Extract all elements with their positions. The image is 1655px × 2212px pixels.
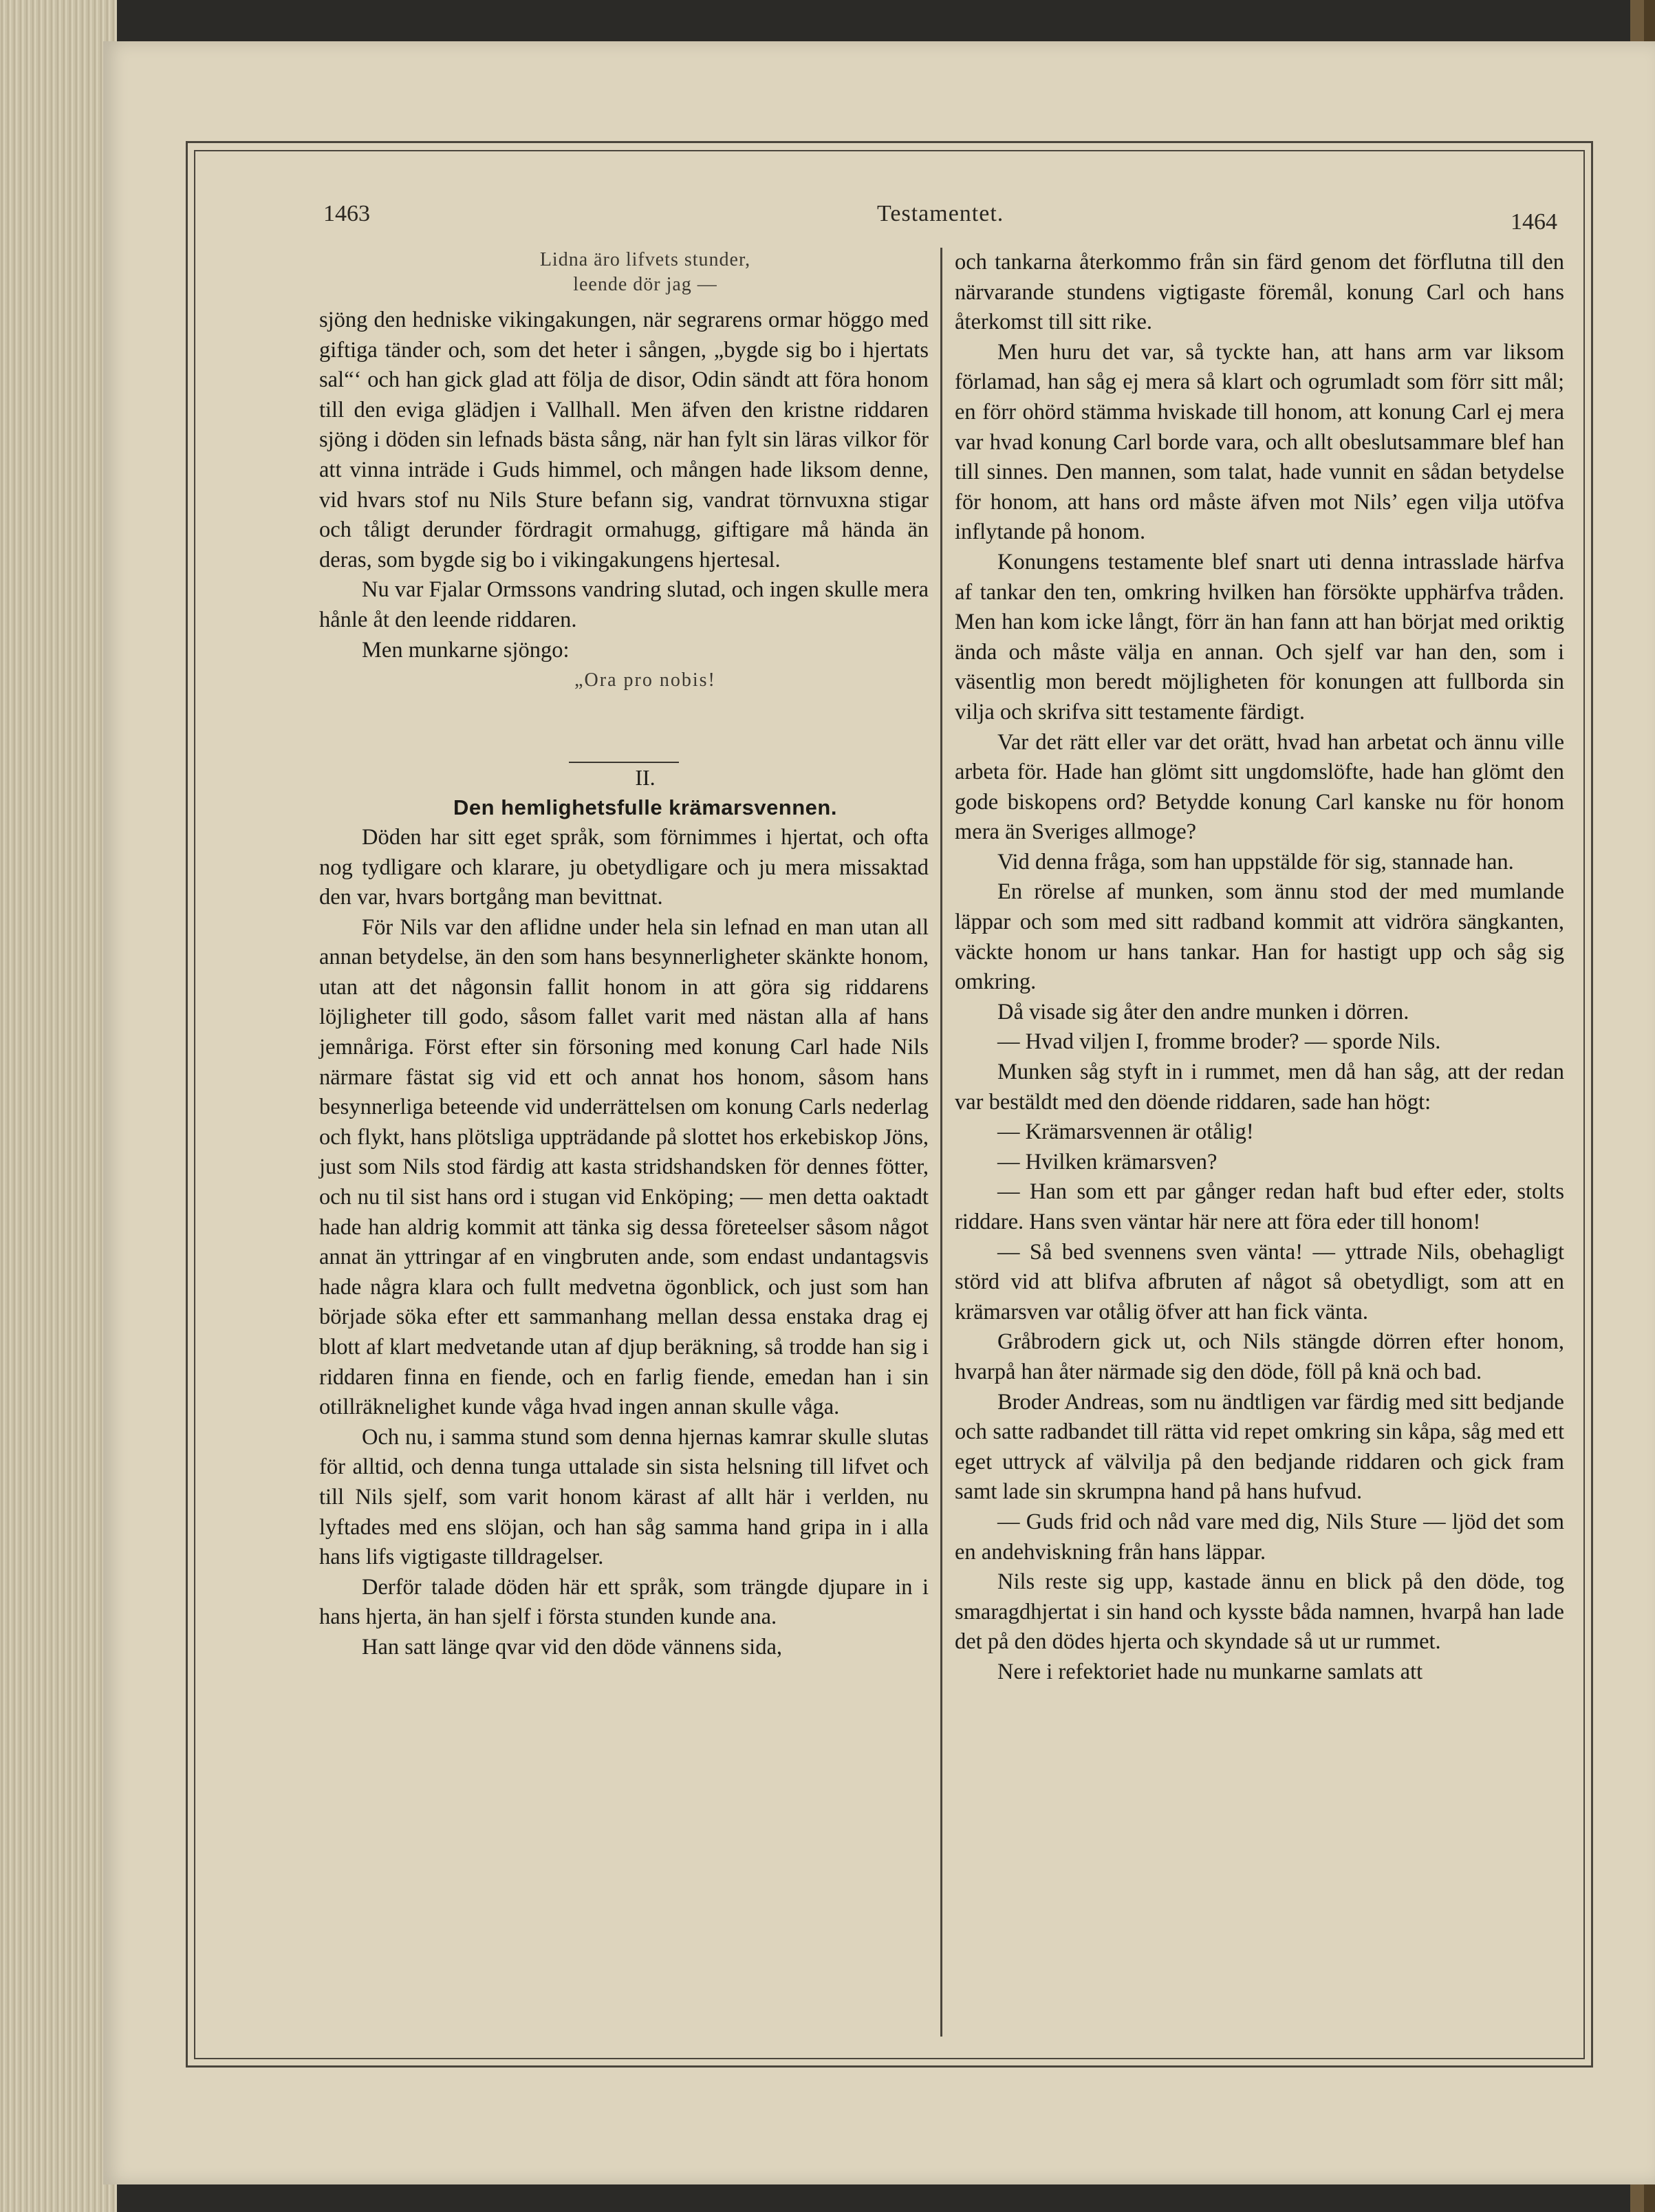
paragraph: Nils reste sig upp, kastade ännu en blick på den döde, tog smaragdhjertat i sin hand och kysste båda namnen, hvarpå han lade det på den dödes hjerta och skyndade så ut ur rummet. <box>955 1569 1564 1655</box>
right-page-number: 1464 <box>1511 209 1557 235</box>
paragraph: Konungens testamente blef snart uti denna intrasslade härfva af tankar den ten, omkring hvilken han försökte upphärfva tråden. Men han kom icke långt, förr än han fann att han börjat med oriktig ända och måste välja en annan. Och sjelf var han den, som i väsentlig mon beredt möjligheten för konungen att fullborda sin vilja och skrifva sitt testamente färdigt. <box>955 549 1564 724</box>
paragraph: Broder Andreas, som nu ändtligen var färdig med sitt bedjande och satte radbandet till rätta vid repet omkring sin kåpa, såg med ett eget uttryck af välvilja på den bedjande riddaren och gick fram samt lade sin skrumpna hand på hans hufvud. <box>955 1389 1564 1505</box>
paragraph: För Nils var den aflidne under hela sin lefnad en man utan all annan betydelse, än den som hans besynnerligheter skänkte honom, utan att det någonsin fallit honom in att göra sig riddarens löjligheter till godo, såsom fallet varit med nästan alla af hans jemnåriga. Först efter sin försoning med konung Carl hade Nils närmare fästat sig vid ett och annat hos honom, såsom hans besynnerliga beteende vid underrättelsen om konung Carls nederlag och flykt, hans plötsliga uppträdande på slottet hos erkebiskop Jöns, just som Nils stod färdig att kasta stridshandsken för dennes fötter, och nu til sist hans ord i stugan vid Enköping; — men detta oaktadt hade han aldrig kommit att tänka sig dessa företeelser såsom något annat än yttringar af en vingbruten ande, som endast undantagsvis hade några klara och fullt medvetna ögonblick, och just som han började söka efter ett sammanhang mellan dessa enstaka drag ej blott af klart medvetande utan af djup beräkning, så trodde han sig i riddaren finna en fiende, och en farlig fiende, emedan han i sin otillräknelighet kunde våga hvad ingen annan skulle våga. <box>319 914 929 1420</box>
paragraph: Döden har sitt eget språk, som förnimmes i hjertat, och ofta nog tydligare och klarare, ju obetydligare och ju mera missaktad den var, hvars bortgång man bevittnat. <box>319 824 929 910</box>
paragraph: Vid denna fråga, som han uppstälde för sig, stannade han. <box>997 849 1514 874</box>
paragraph: — Så bed svennens sven vänta! — yttrade Nils, obehagligt störd vid att blifva afbruten af något så obetydligt, som att en krämarsven var otålig öfver att han fick vänta. <box>955 1239 1564 1324</box>
paragraph: Då visade sig åter den andre munken i dörren. <box>997 999 1409 1024</box>
paragraph: Han satt länge qvar vid den döde vännens sida, <box>362 1634 783 1660</box>
verse-line: Lidna äro lifvets stunder, <box>539 249 751 270</box>
paragraph: — Han som ett par gånger redan haft bud efter eder, stolts riddare. Hans sven väntar här nere att föra eder till honom! <box>955 1179 1564 1234</box>
paragraph: — Krämarsvennen är otålig! <box>997 1119 1254 1145</box>
paragraph: Men munkarne sjöngo: <box>362 637 570 663</box>
section-number: II. <box>635 764 656 790</box>
paragraph: En rörelse af munken, som ännu stod der med mumlande läppar och som med sitt radband kommit att vidröra sängkanten, väckte honom ur hans tankar. Han for hastigt upp och såg sig omkring. <box>955 879 1564 995</box>
left-page-number: 1463 <box>323 201 370 226</box>
running-title: Testamentet. <box>877 201 1004 226</box>
section-title: Den hemlighetsfulle krämarsvennen. <box>453 795 837 820</box>
paragraph: Munken såg styft in i rummet, men då han såg, att der redan var bestäldt med den döende riddaren, sade han högt: <box>955 1060 1564 1115</box>
paragraph: sjöng den hedniske vikingakungen, när segrarens ormar höggo med giftiga tänder och, som det heter i sången, „bygde sig bo i hjertats sal“‘ och han gick glad att följa de disor, Odin sändt att föra honom till den eviga glädjen i Vallhall. Men äfven den kristne riddaren sjöng i döden sin lefnads bästa sång, när han fylt sin läras vilkor för att vinna inträde i Guds himmel, och mången hade liksom denne, vid hvars stof nu Nils Sture befann sig, vandrat törnvuxna stigar och tåligt derunder fördragit ormahugg, giftigare må hända än deras, som bygde sig bo i vikingakungens hjertesal. <box>319 308 929 572</box>
column-divider <box>940 248 942 2037</box>
paragraph: Och nu, i samma stund som denna hjernas kamrar skulle slutas för alltid, och denna tunga uttalade sin sista helsning till lifvet och till Nils sjelf, som varit honom kärast af allt här i verlden, nu lyftades med ens slöjan, och han såg samma hand gripa in i alla hans lifs vigtigaste tilldragelser. <box>319 1424 929 1570</box>
left-column <box>319 248 929 1663</box>
paragraph: — Hvilken krämarsven? <box>997 1149 1218 1174</box>
paragraph: och tankarna återkommo från sin färd genom det förflutna till den närvarande stundens vigtigaste föremål, konung Carl och hans återkomst till sitt rike. <box>955 250 1564 335</box>
paragraph: Derför talade döden här ett språk, som trängde djupare in i hans hjerta, än han sjelf i första stunden kunde ana. <box>319 1574 929 1630</box>
paragraph: Var det rätt eller var det orätt, hvad han arbetat och ännu ville arbeta för. Hade han glömt sitt ungdomslöfte, hade han glömt den gode biskopens ord? Betydde konung Carl kanske nu för honom mera än Sveriges allmoge? <box>955 729 1564 845</box>
book-page-edges <box>0 0 117 2212</box>
paragraph: Gråbrodern gick ut, och Nils stängde dörren efter honom, hvarpå han åter närmade sig den döde, föll på knä och bad. <box>955 1329 1564 1384</box>
verse-line: leende dör jag — <box>573 274 717 295</box>
latin-refrain: „Ora pro nobis! <box>574 669 716 691</box>
paragraph: — Hvad viljen I, fromme broder? — sporde Nils. <box>997 1029 1441 1055</box>
paragraph: Nere i refektoriet hade nu munkarne samlats att <box>997 1659 1423 1684</box>
right-column <box>955 248 1564 1688</box>
paragraph: Nu var Fjalar Ormssons vandring slutad, och ingen skulle mera hånle åt den leende riddaren. <box>319 577 929 632</box>
paragraph: — Guds frid och nåd vare med dig, Nils Sture — ljöd det som en andehviskning från hans läppar. <box>955 1509 1564 1565</box>
paragraph: Men huru det var, så tyckte han, att hans arm var liksom förlamad, han såg ej mera så klart och ogrumladt som förr sitt mål; en förr ohörd stämma hviskade till honom, att konung Carl ej mera var hvad konung Carl borde vara, och allt obeslutsammare blef han till sinnes. Den mannen, som talat, hade vunnit en sådan betydelse för honom, att hans ord måste äfven mot Nils’ egen vilja utöfva inflytande på honom. <box>955 339 1564 545</box>
